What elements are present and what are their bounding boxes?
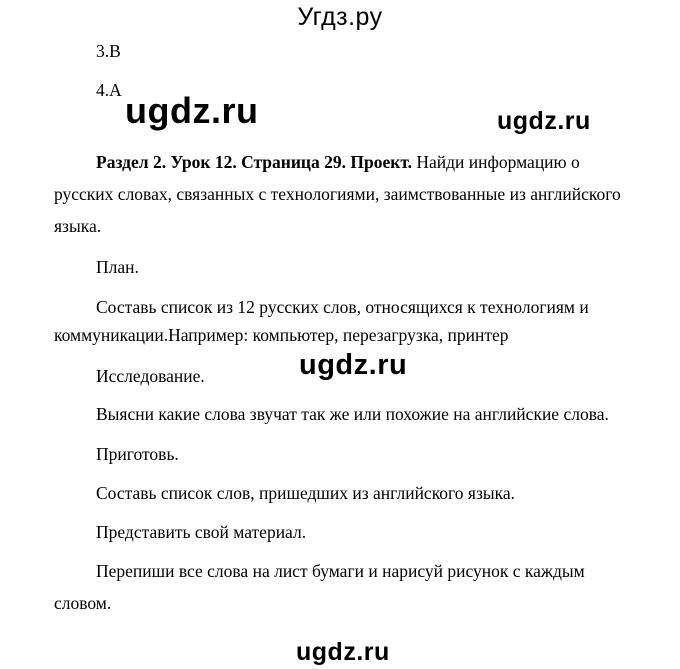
- task-heading: Раздел 2. Урок 12. Страница 29. Проект.: [96, 152, 412, 172]
- watermark-ugdz: ugdz.ru: [299, 349, 408, 381]
- task-line-2: русских словах, связанных с технологиями, заимствованные из английского: [54, 184, 621, 204]
- present-title: Представить свой материал.: [96, 522, 307, 542]
- watermark-ugdz: ugdz.ru: [296, 638, 390, 666]
- answer-4: 4.А: [96, 80, 122, 100]
- prepare-line-1: Составь список слов, пришедших из английского языка.: [96, 483, 516, 503]
- site-title: Угдз.ру: [297, 3, 383, 31]
- present-line-2: словом.: [54, 593, 112, 613]
- watermark-ugdz: ugdz.ru: [497, 107, 591, 135]
- task-line-1: [96, 151, 580, 173]
- present-line-1: Перепиши все слова на лист бумаги и нарисуй рисунок с каждым: [96, 561, 585, 581]
- plan-title: План.: [96, 257, 139, 277]
- plan-line-1: Составь список из 12 русских слов, относящихся к технологиям и: [96, 297, 589, 317]
- plan-line-2: коммуникации.Например: компьютер, перезагрузка, принтер: [54, 325, 509, 345]
- research-line-1: Выясни какие слова звучат так же или похожие на английские слова.: [96, 404, 609, 424]
- watermark-ugdz: ugdz.ru: [125, 90, 259, 131]
- task-text: Найди информацию о: [416, 152, 580, 172]
- research-title: Исследование.: [96, 366, 205, 386]
- answer-3: 3.В: [96, 41, 121, 61]
- task-line-3: языка.: [54, 216, 102, 236]
- prepare-title: Приготовь.: [96, 444, 179, 464]
